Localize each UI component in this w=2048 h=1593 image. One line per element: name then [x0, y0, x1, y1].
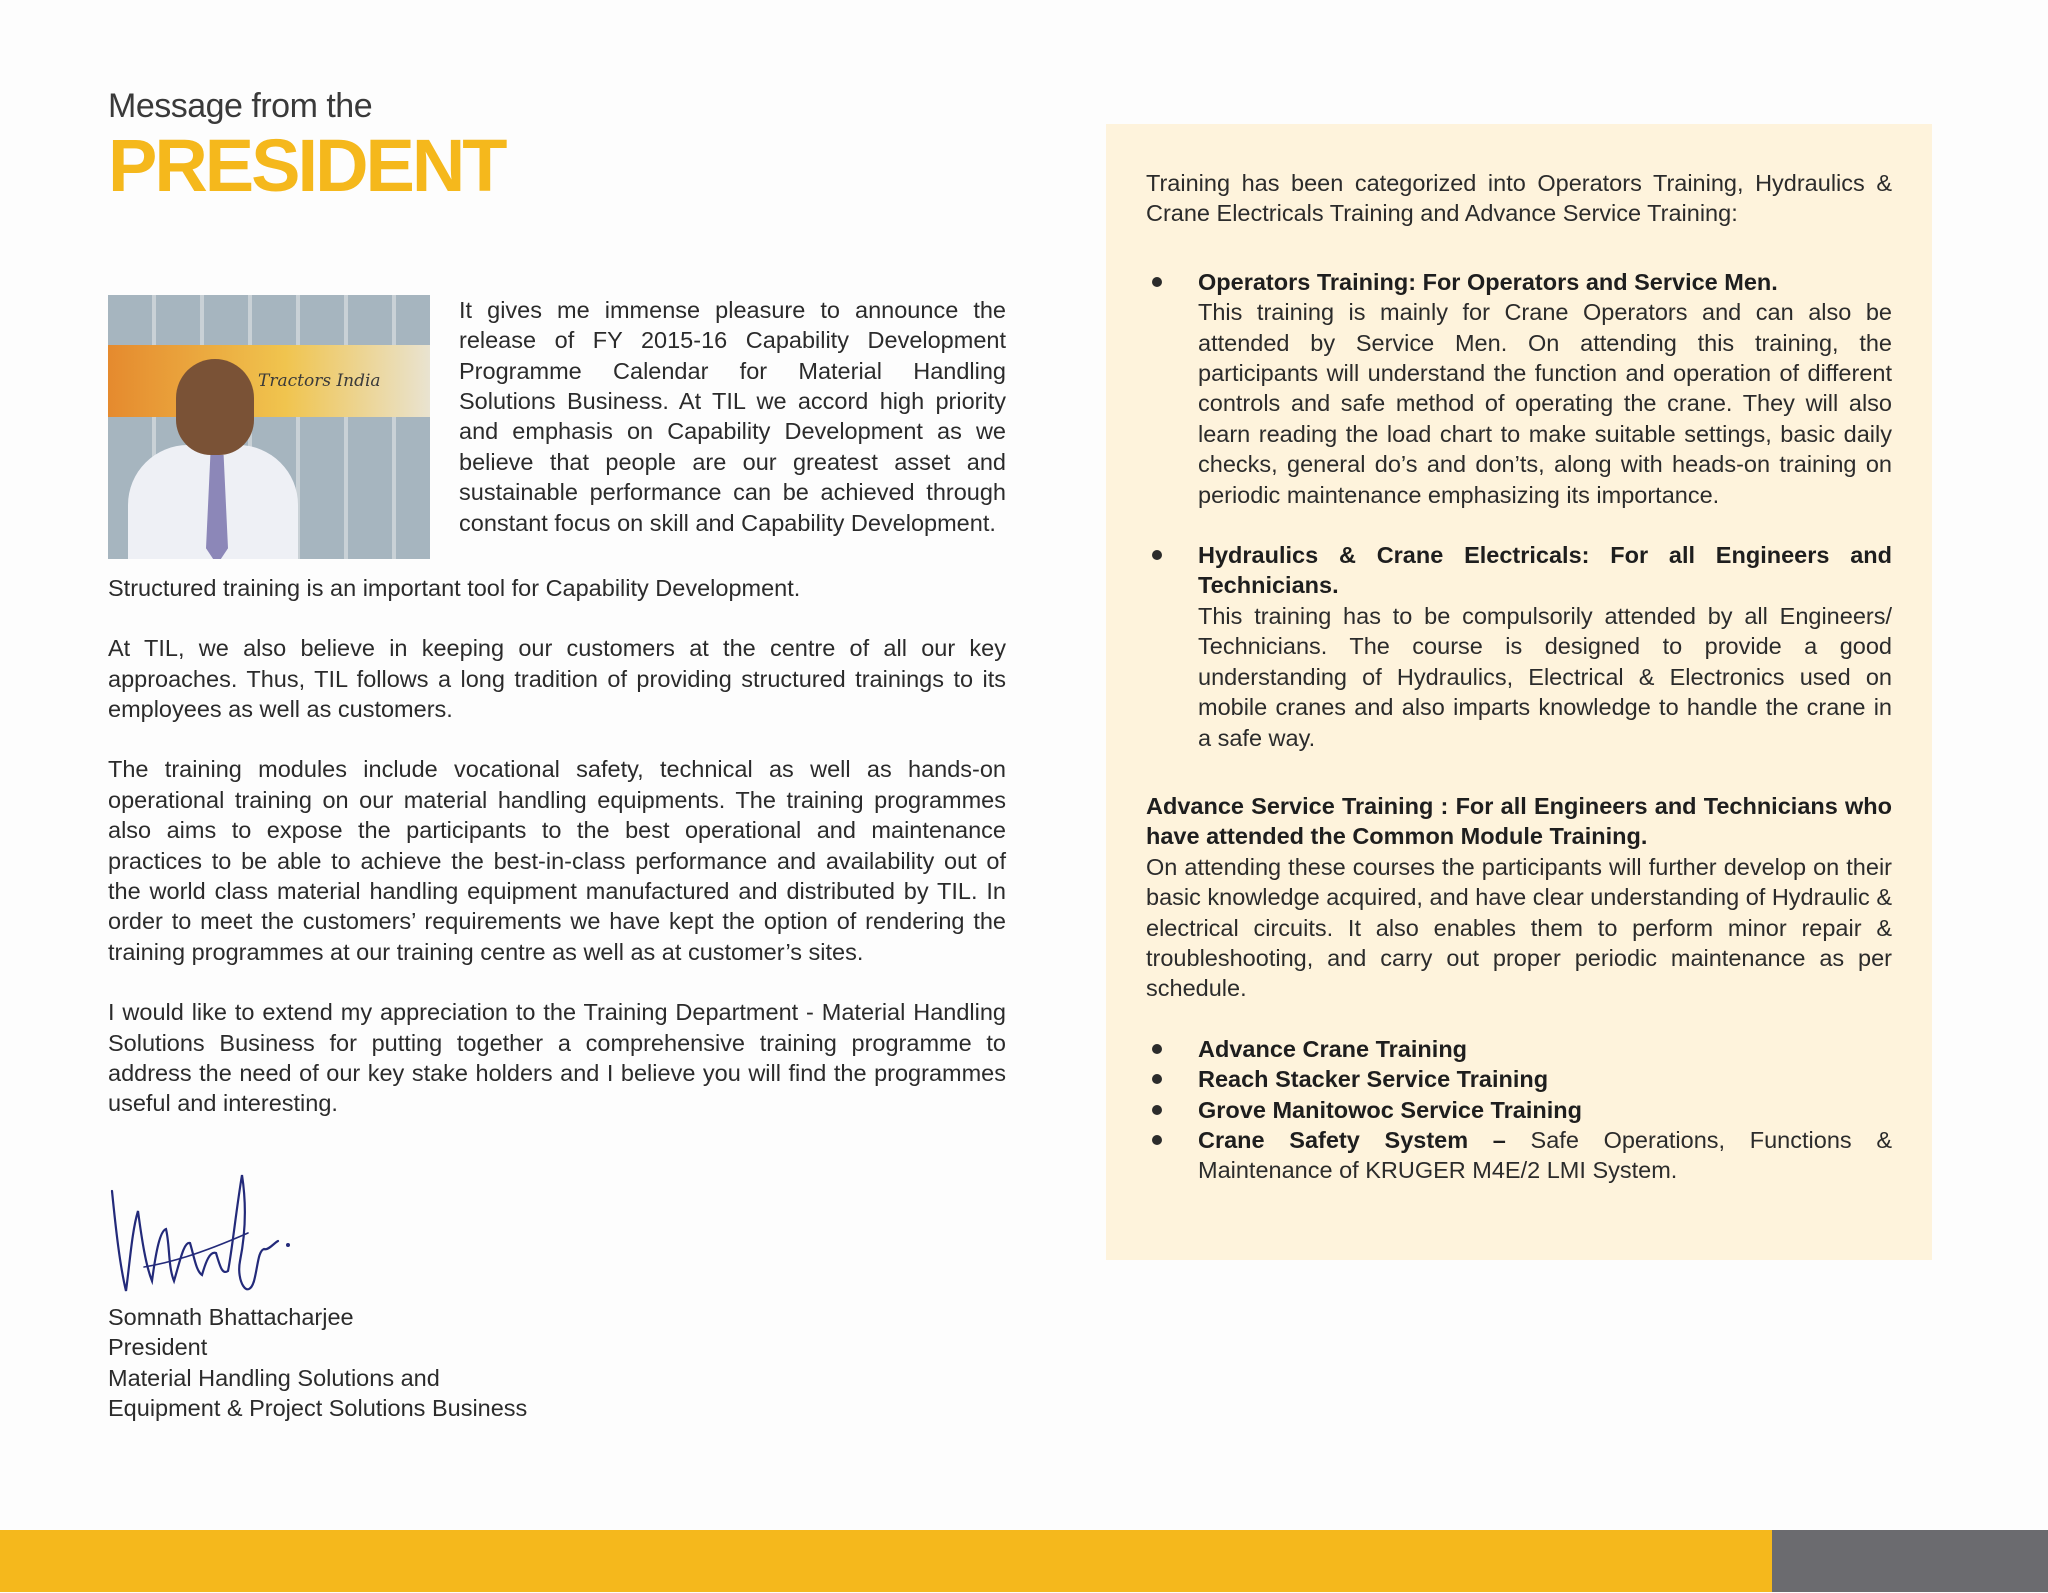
category-text: This training is mainly for Crane Operators and can also be attended by Service Men. On attending this training, the participants will understand the function and operation of different controls and safe method of operating the crane. They will also learn reading the load chart to make suitable settings, basic daily checks, general do’s and don’ts, along with heads-on training on periodic maintenance emphasizing its importance. [1198, 299, 1892, 508]
signatory-name: Somnath Bhattacharjee [108, 1303, 354, 1330]
list-item [1146, 1095, 1892, 1125]
course-title: Grove Manitowoc Service Training [1198, 1096, 1582, 1123]
advance-title: Advance Service Training : For all Engineers and Technicians who have attended the Common Module Training. [1146, 792, 1892, 850]
list-item [1146, 1125, 1892, 1186]
photo-figure-head [176, 359, 254, 455]
bullet-icon [1152, 1135, 1162, 1145]
course-title: Advance Crane Training [1198, 1035, 1468, 1062]
signature [108, 1171, 298, 1311]
bullet-icon [1152, 1044, 1162, 1054]
president-photo [108, 295, 430, 559]
bullet-icon [1152, 1105, 1162, 1115]
category-title: Hydraulics & Crane Electricals: For all Engineers and Technicians. [1198, 542, 1892, 599]
paragraph-1: Structured training is an important tool for Capability Development. [108, 574, 801, 601]
photo-banner-text: Tractors India [258, 370, 381, 391]
footer-bar-gray [1772, 1530, 2048, 1592]
paragraph-4: I would like to extend my appreciation to the Training Department - Material Handling Solutions Business for putting together a comprehensive training programme to address the need of our key stake holders and I believe you will find the programmes useful and interesting. [108, 999, 1006, 1117]
course-list [1146, 1034, 1892, 1186]
heading-eyebrow: Message from the [108, 87, 373, 125]
signatory-org-line-1: Material Handling Solutions and [108, 1364, 440, 1391]
course-detail: Safe Operations, Functions & Maintenance of KRUGER M4E/2 LMI System. [1198, 1126, 1892, 1184]
signatory-role: President [108, 1334, 208, 1361]
bullet-icon [1152, 550, 1162, 560]
category-text: This training has to be compulsorily attended by all Engineers/ Technicians. The course is designed to provide a good understanding of Hydraulics, Electrical & Electronics used on mobile cranes and also imparts knowledge to handle the crane in a safe way. [1198, 602, 1892, 751]
panel-intro: Training has been categorized into Operators Training, Hydraulics & Crane Electricals Training and Advance Service Training: [1146, 170, 1892, 227]
list-item [1146, 1064, 1892, 1094]
training-categories-panel [1106, 124, 1932, 1260]
list-item [1146, 1034, 1892, 1064]
footer-bar-accent [0, 1530, 1772, 1592]
intro-section [108, 295, 1006, 565]
page-title: PRESIDENT [108, 123, 505, 207]
bullet-icon [1152, 277, 1162, 287]
advance-text: On attending these courses the participants will further develop on their basic knowledge acquired, and have clear understanding of Hydraulic & electrical circuits. It also enables them to perform minor repair & troubleshooting, and carry out proper periodic maintenance as per schedule. [1146, 853, 1892, 1002]
list-item [1146, 540, 1892, 753]
paragraph-2: At TIL, we also believe in keeping our customers at the centre of all our key approaches. Thus, TIL follows a long tradition of providing structured trainings to its employees as well as customers. [108, 635, 1006, 723]
intro-paragraph: It gives me immense pleasure to announce the release of FY 2015-16 Capability Development Programme Calendar for Material Handling Solutions Business. At TIL we accord high priority and emphasis on Capability Development as we believe that people are our greatest asset and sustainable performance can be achieved through constant focus on skill and Capability Development. [459, 296, 1006, 536]
signatory-block [108, 1302, 1006, 1424]
signatory-org-line-2: Equipment & Project Solutions Business [108, 1395, 528, 1422]
paragraph-3: The training modules include vocational safety, technical as well as hands-on operational training on our material handling equipments. The training programmes also aims to expose the participants to the best operational and maintenance practices to be able to achieve the best-in-class performance and availability out of the world class material handling equipment manufactured and distributed by TIL. In order to meet the customers’ requirements we have kept the option of rendering the training programmes at our training centre as well as at customer’s sites. [108, 756, 1006, 965]
course-title: Crane Safety System – [1198, 1126, 1506, 1153]
category-list [1146, 267, 1892, 753]
category-title: Operators Training: For Operators and Service Men. [1198, 268, 1778, 295]
panel-content [1146, 168, 1892, 1186]
president-message [108, 86, 1006, 1424]
bullet-icon [1152, 1074, 1162, 1084]
list-item [1146, 267, 1892, 510]
course-title: Reach Stacker Service Training [1198, 1066, 1549, 1093]
